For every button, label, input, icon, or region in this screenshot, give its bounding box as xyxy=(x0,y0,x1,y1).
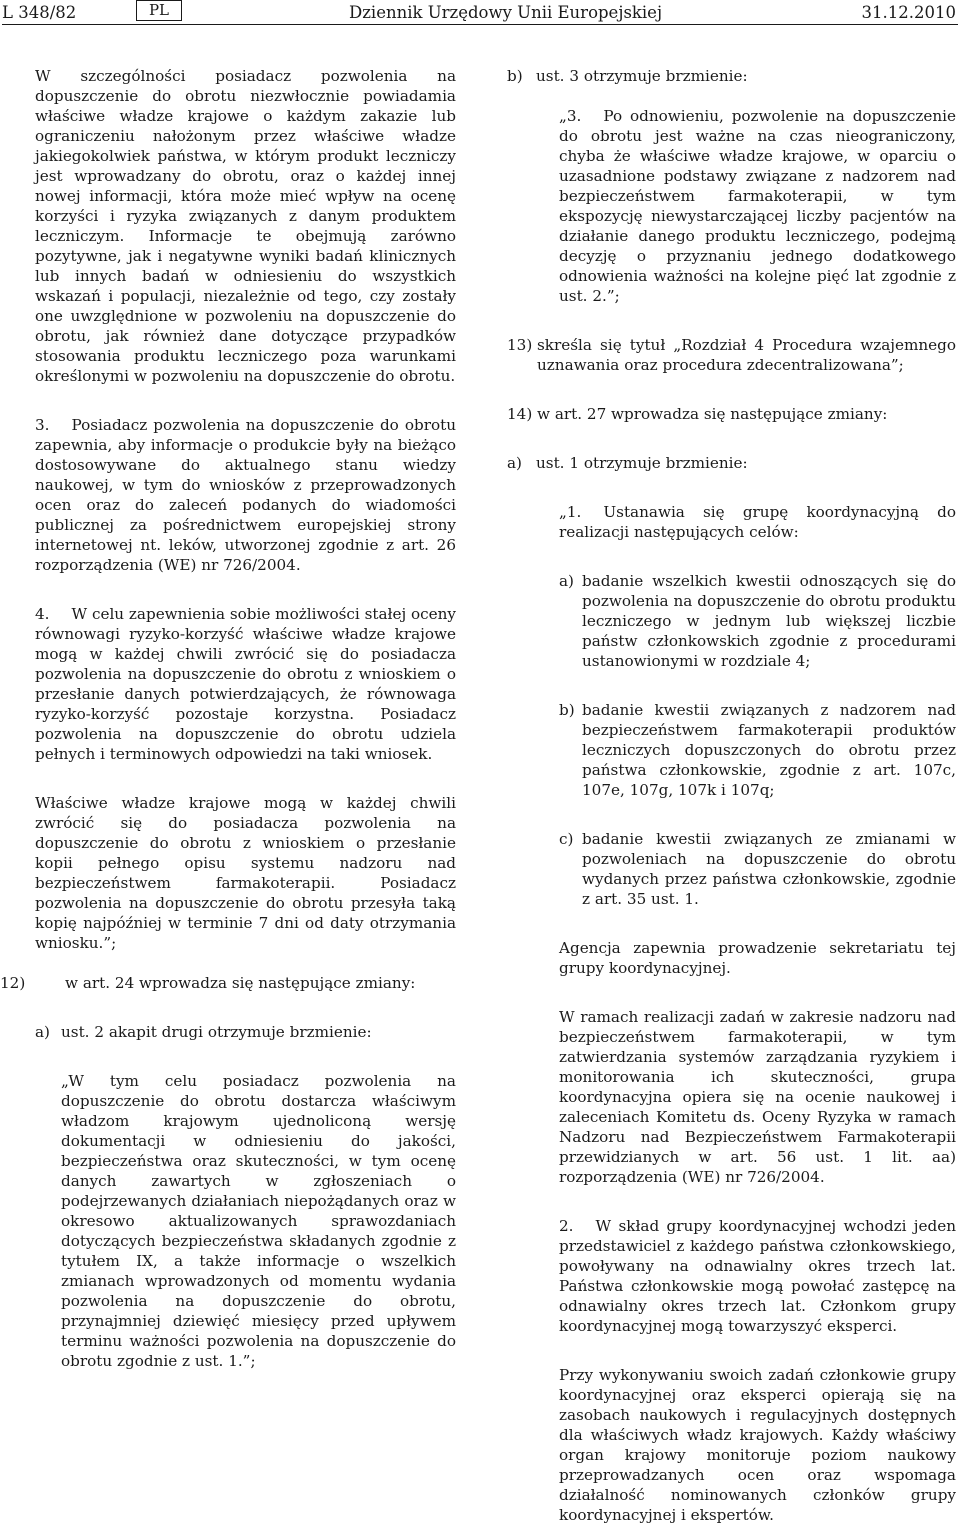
language-badge: PL xyxy=(136,0,182,21)
point-text: ust. 2 akapit drugi otrzymuje brzmienie: xyxy=(61,1023,372,1041)
journal-title: Dziennik Urzędowy Unii Europejskiej xyxy=(349,3,663,22)
sub-point-c xyxy=(507,829,956,909)
paragraph-agency xyxy=(507,938,956,978)
quoted-paragraph-3 xyxy=(507,106,956,306)
paragraph-number: 4. xyxy=(35,605,50,623)
point-letter: b) xyxy=(507,67,523,85)
amendment-text: w art. 24 wprowadza się następujące zmiany: xyxy=(65,974,416,992)
left-column xyxy=(0,66,456,1371)
point-text: ust. 1 otrzymuje brzmienie: xyxy=(536,454,748,472)
sub-point-a xyxy=(507,571,956,671)
amendment-12 xyxy=(0,973,456,993)
paragraph-tasks xyxy=(507,1007,956,1187)
amendment-12-point-a xyxy=(35,1022,456,1042)
quoted-text: „W tym celu posiadacz pozwolenia na dopuszczenie do obrotu dostarcza właściwym władzom krajowym ujednoliconą wersję dokumentacji w odniesieniu do jakości, bezpieczeństwa oraz skuteczności, w tym ocenę danych zawartych w zgłoszeniach o podejrzewanych działaniach niepożądanych oraz w okresowo aktualizowanych sprawozdaniach dotyczących bezpieczeństwa składanych zgodnie z tytułem IX, a także informacje o wszelkich zmianach wprowadzonych od momentu wydania pozwolenia na dopuszczenie do obrotu, przynajmniej dziewięć miesięcy przed upływem terminu ważności pozwolenia na dopuszczenie do obrotu zgodnie z ust. 1.”; xyxy=(61,1072,456,1370)
sub-point-letter: a) xyxy=(559,572,574,590)
amendment-text: skreśla się tytuł „Rozdział 4 Procedura wzajemnego uznawania oraz procedura zdecentralizowana”; xyxy=(537,336,956,374)
paragraph-members xyxy=(507,1365,956,1525)
paragraph-4 xyxy=(35,604,456,764)
point-letter: a) xyxy=(507,454,522,472)
paragraph-text: W celu zapewnienia sobie możliwości stałej oceny równowagi ryzyko-korzyść właściwe władze krajowe mogą w każdej chwili zwrócić się do posiadacza pozwolenia na dopuszczenie do obrotu z wnioskiem o przesłanie danych potwierdzających, że równowaga ryzyko-korzyść pozostaje korzystna. Posiadacz pozwolenia na dopuszczenie do obrotu udziela pełnych i terminowych odpowiedzi na taki wniosek. xyxy=(35,605,456,763)
amendment-number: 12) xyxy=(0,974,26,992)
sub-point-b xyxy=(507,700,956,800)
page-reference: L 348/82 xyxy=(2,3,77,22)
paragraph-2 xyxy=(507,1216,956,1336)
right-column xyxy=(507,66,956,1525)
sub-point-letter: c) xyxy=(559,830,574,848)
paragraph-text: Przy wykonywaniu swoich zadań członkowie grupy koordynacyjnej oraz eksperci opierają się na zasobach naukowych i regulacyjnych dostępnych dla właściwych władz krajowych. Każdy właściwy organ krajowy monitoruje poziom naukowy przeprowadzanych ocen oraz wspomaga działalność nominowanych członków grupy koordynacyjnej i ekspertów. xyxy=(559,1366,956,1524)
amendment-number: 13) xyxy=(507,336,533,354)
paragraph-number: 3. xyxy=(35,416,50,434)
paragraph-text: Agencja zapewnia prowadzenie sekretariatu tej grupy koordynacyjnej. xyxy=(559,939,956,977)
amendment-14-point-a xyxy=(507,453,956,473)
sub-point-text: badanie wszelkich kwestii odnoszących się do pozwolenia na dopuszczenie do obrotu produktu leczniczego w jednym lub większej liczbie państw członkowskich zgodnie z procedurami ustanowionymi w rozdziale 4; xyxy=(582,572,956,670)
point-text: ust. 3 otrzymuje brzmienie: xyxy=(536,67,748,85)
publication-date: 31.12.2010 xyxy=(861,3,956,22)
point-letter: a) xyxy=(35,1023,50,1041)
sub-point-text: badanie kwestii związanych z nadzorem nad bezpieczeństwem farmakoterapii produktów leczniczych dopuszczonych do obrotu przez państwa członkowskie, zgodnie z art. 107c, 107e, 107g, 107k i 107q; xyxy=(582,701,956,799)
sub-point-letter: b) xyxy=(559,701,575,719)
paragraph-number: „3. xyxy=(559,107,582,125)
amendment-14 xyxy=(507,404,956,424)
quoted-paragraph-1 xyxy=(507,502,956,542)
paragraph-text: Ustanawia się grupę koordynacyjną do realizacji następujących celów: xyxy=(559,503,956,541)
page-header xyxy=(0,0,960,26)
paragraph-obligations: W szczególności posiadacz pozwolenia na dopuszczenie do obrotu niezwłocznie powiadamia właściwe władze krajowe o każdym zakazie lub ograniczeniu nałożonym przez właściwe władze jakiegokolwiek państwa, w którym produkt leczniczy jest wprowadzany do obrotu, oraz o każdej innej nowej informacji, która może mieć wpływ na ocenę korzyści i ryzyka związanych z danym produktem leczniczym. Informacje te obejmują zarówno pozytywne, jak i negatywne wyniki badań klinicznych lub innych badań w odniesieniu do wszystkich wskazań i populacji, niezależnie od tego, czy zostały one uwzględnione w pozwoleniu na dopuszczenie do obrotu, jak również dane dotyczące przypadków stosowania produktu leczniczego poza warunkami określonymi w pozwoleniu na dopuszczenie do obrotu. xyxy=(35,67,456,385)
amendment-12-point-b xyxy=(507,66,956,86)
amendment-number: 14) xyxy=(507,405,533,423)
paragraph-text: Posiadacz pozwolenia na dopuszczenie do obrotu zapewnia, aby informacje o produkcie były na bieżąco dostosowywane do aktualnego stanu wiedzy naukowej, w tym do wniosków z przeprowadzonych ocen oraz do zaleceń podanych do wiadomości publicznej za pośrednictwem europejskiej strony internetowej nt. leków, utworzonej zgodnie z art. 26 rozporządzenia (WE) nr 726/2004. xyxy=(35,416,456,574)
paragraph-text: Po odnowieniu, pozwolenie na dopuszczenie do obrotu jest ważne na czas nieograniczony, chyba że właściwe władze krajowe, w oparciu o uzasadnione podstawy związane z nadzorem nad bezpieczeństwem farmakoterapii, w tym ekspozycję niewystarczającej liczby pacjentów na działanie danego produktu leczniczego, podejmą decyzję o przyznaniu jednego dodatkowego odnowienia ważności na kolejne pięć lat zgodnie z ust. 2.”; xyxy=(559,107,956,305)
paragraph-text: W ramach realizacji zadań w zakresie nadzoru nad bezpieczeństwem farmakoterapii, w tym zatwierdzania systemów zarządzania ryzykiem i monitorowania ich skuteczności, grupa koordynacyjna opiera się na ocenie naukowej i zaleceniach Komitetu ds. Oceny Ryzyka w ramach Nadzoru nad Bezpieczeństwem Farmakoterapii przewidzianych w art. 56 ust. 1 lit. aa) rozporządzenia (WE) nr 726/2004. xyxy=(559,1008,956,1186)
quoted-provision xyxy=(35,1071,456,1371)
paragraph-number: „1. xyxy=(559,503,582,521)
sub-point-text: badanie kwestii związanych ze zmianami w pozwoleniach na dopuszczenie do obrotu wydanych przez państwa członkowskie, zgodnie z art. 35 ust. 1. xyxy=(582,830,956,908)
amendment-13 xyxy=(507,335,956,375)
header-rule xyxy=(2,24,958,25)
paragraph-text: W skład grupy koordynacyjnej wchodzi jeden przedstawiciel z każdego państwa członkowskiego, powoływany na odnawialny okres trzech lat. Państwa członkowskie mogą powołać zastępcę na odnawialny okres trzech lat. Członkom grupy koordynacyjnej mogą towarzyszyć eksperci. xyxy=(559,1217,956,1335)
paragraph-3 xyxy=(35,415,456,575)
paragraph-number: 2. xyxy=(559,1217,574,1235)
paragraph-authorities: Właściwe władze krajowe mogą w każdej chwili zwrócić się do posiadacza pozwolenia na dopuszczenie do obrotu z wnioskiem o przesłanie kopii pełnego opisu systemu nadzoru nad bezpieczeństwem farmakoterapii. Posiadacz pozwolenia na dopuszczenie do obrotu przesyła taką kopię najpóźniej w terminie 7 dni od daty otrzymania wniosku.”; xyxy=(35,794,456,952)
amendment-text: w art. 27 wprowadza się następujące zmiany: xyxy=(537,405,888,423)
